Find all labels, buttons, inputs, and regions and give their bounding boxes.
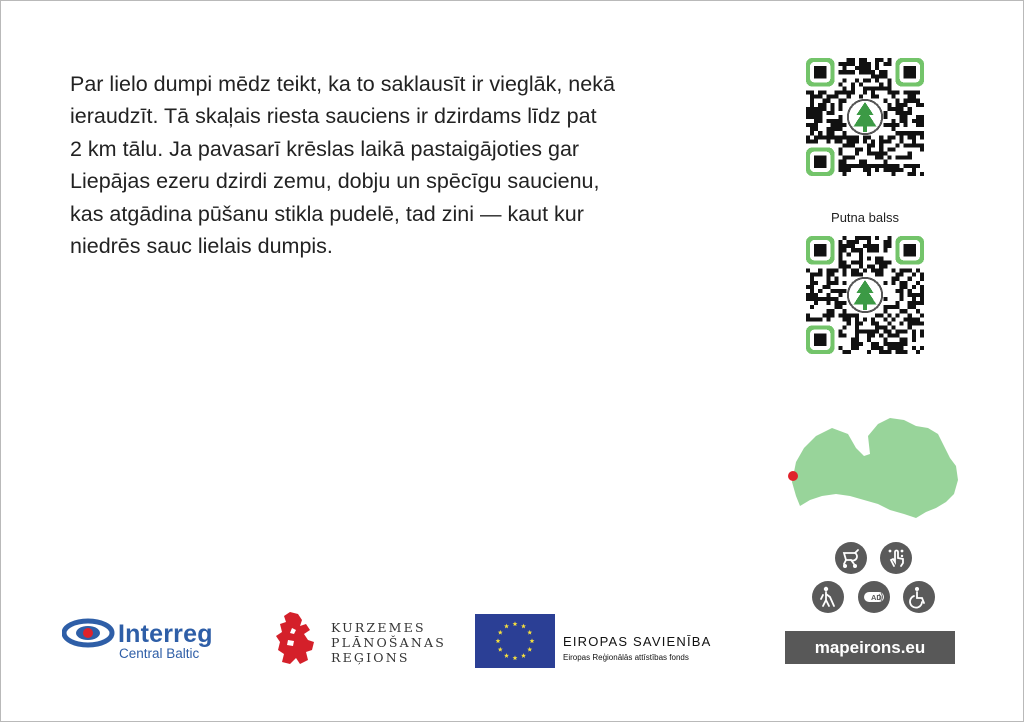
location-marker <box>788 471 798 481</box>
kpr-line: PLĀNOŠANAS <box>331 635 447 650</box>
touch-gesture-icon <box>880 542 912 574</box>
eu-flag <box>475 614 555 668</box>
eu-title: EIROPAS SAVIENĪBA <box>563 634 712 649</box>
kpr-line: REĢIONS <box>331 650 410 665</box>
latvia-map <box>786 414 962 522</box>
kpr-logo-text <box>331 620 446 665</box>
eu-subtitle: Eiropas Reģionālās attīstības fonds <box>563 653 689 662</box>
audio-description-label: AD <box>871 593 882 602</box>
stroller-icon <box>835 542 867 574</box>
description-text <box>70 68 730 262</box>
interreg-name: Interreg <box>118 620 213 648</box>
qr-code-info[interactable] <box>806 58 924 176</box>
interreg-subtitle: Central Baltic <box>119 646 200 661</box>
qr-code-bird-voice[interactable] <box>806 236 924 354</box>
latvia-map-land <box>792 418 958 518</box>
qr-label-bird-voice: Putna balss <box>831 210 899 225</box>
description-line: ieraudzīt. Tā skaļais riesta sauciens ir dzirdams līdz pat <box>70 104 597 129</box>
description-line: kas atgādina pūšanu stikla pudelē, tad zini — kaut kur <box>70 201 584 226</box>
wheelchair-icon <box>903 581 935 613</box>
blind-person-icon <box>812 581 844 613</box>
description-line: niedrēs sauc lielais dumpis. <box>70 234 333 259</box>
kpr-lion-logo <box>270 610 320 666</box>
description-line: 2 km tālu. Ja pavasarī krēslas laikā pastaigājoties gar <box>70 136 580 161</box>
description-line: Liepājas ezeru dzirdi zemu, dobju un spēcīgu saucienu, <box>70 169 600 194</box>
description-line: Par lielo dumpi mēdz teikt, ka to saklausīt ir vieglāk, nekā <box>70 72 615 96</box>
kpr-line: KURZEMES <box>331 620 426 635</box>
website-link[interactable]: mapeirons.eu <box>785 631 955 664</box>
audio-description-icon <box>858 581 890 613</box>
